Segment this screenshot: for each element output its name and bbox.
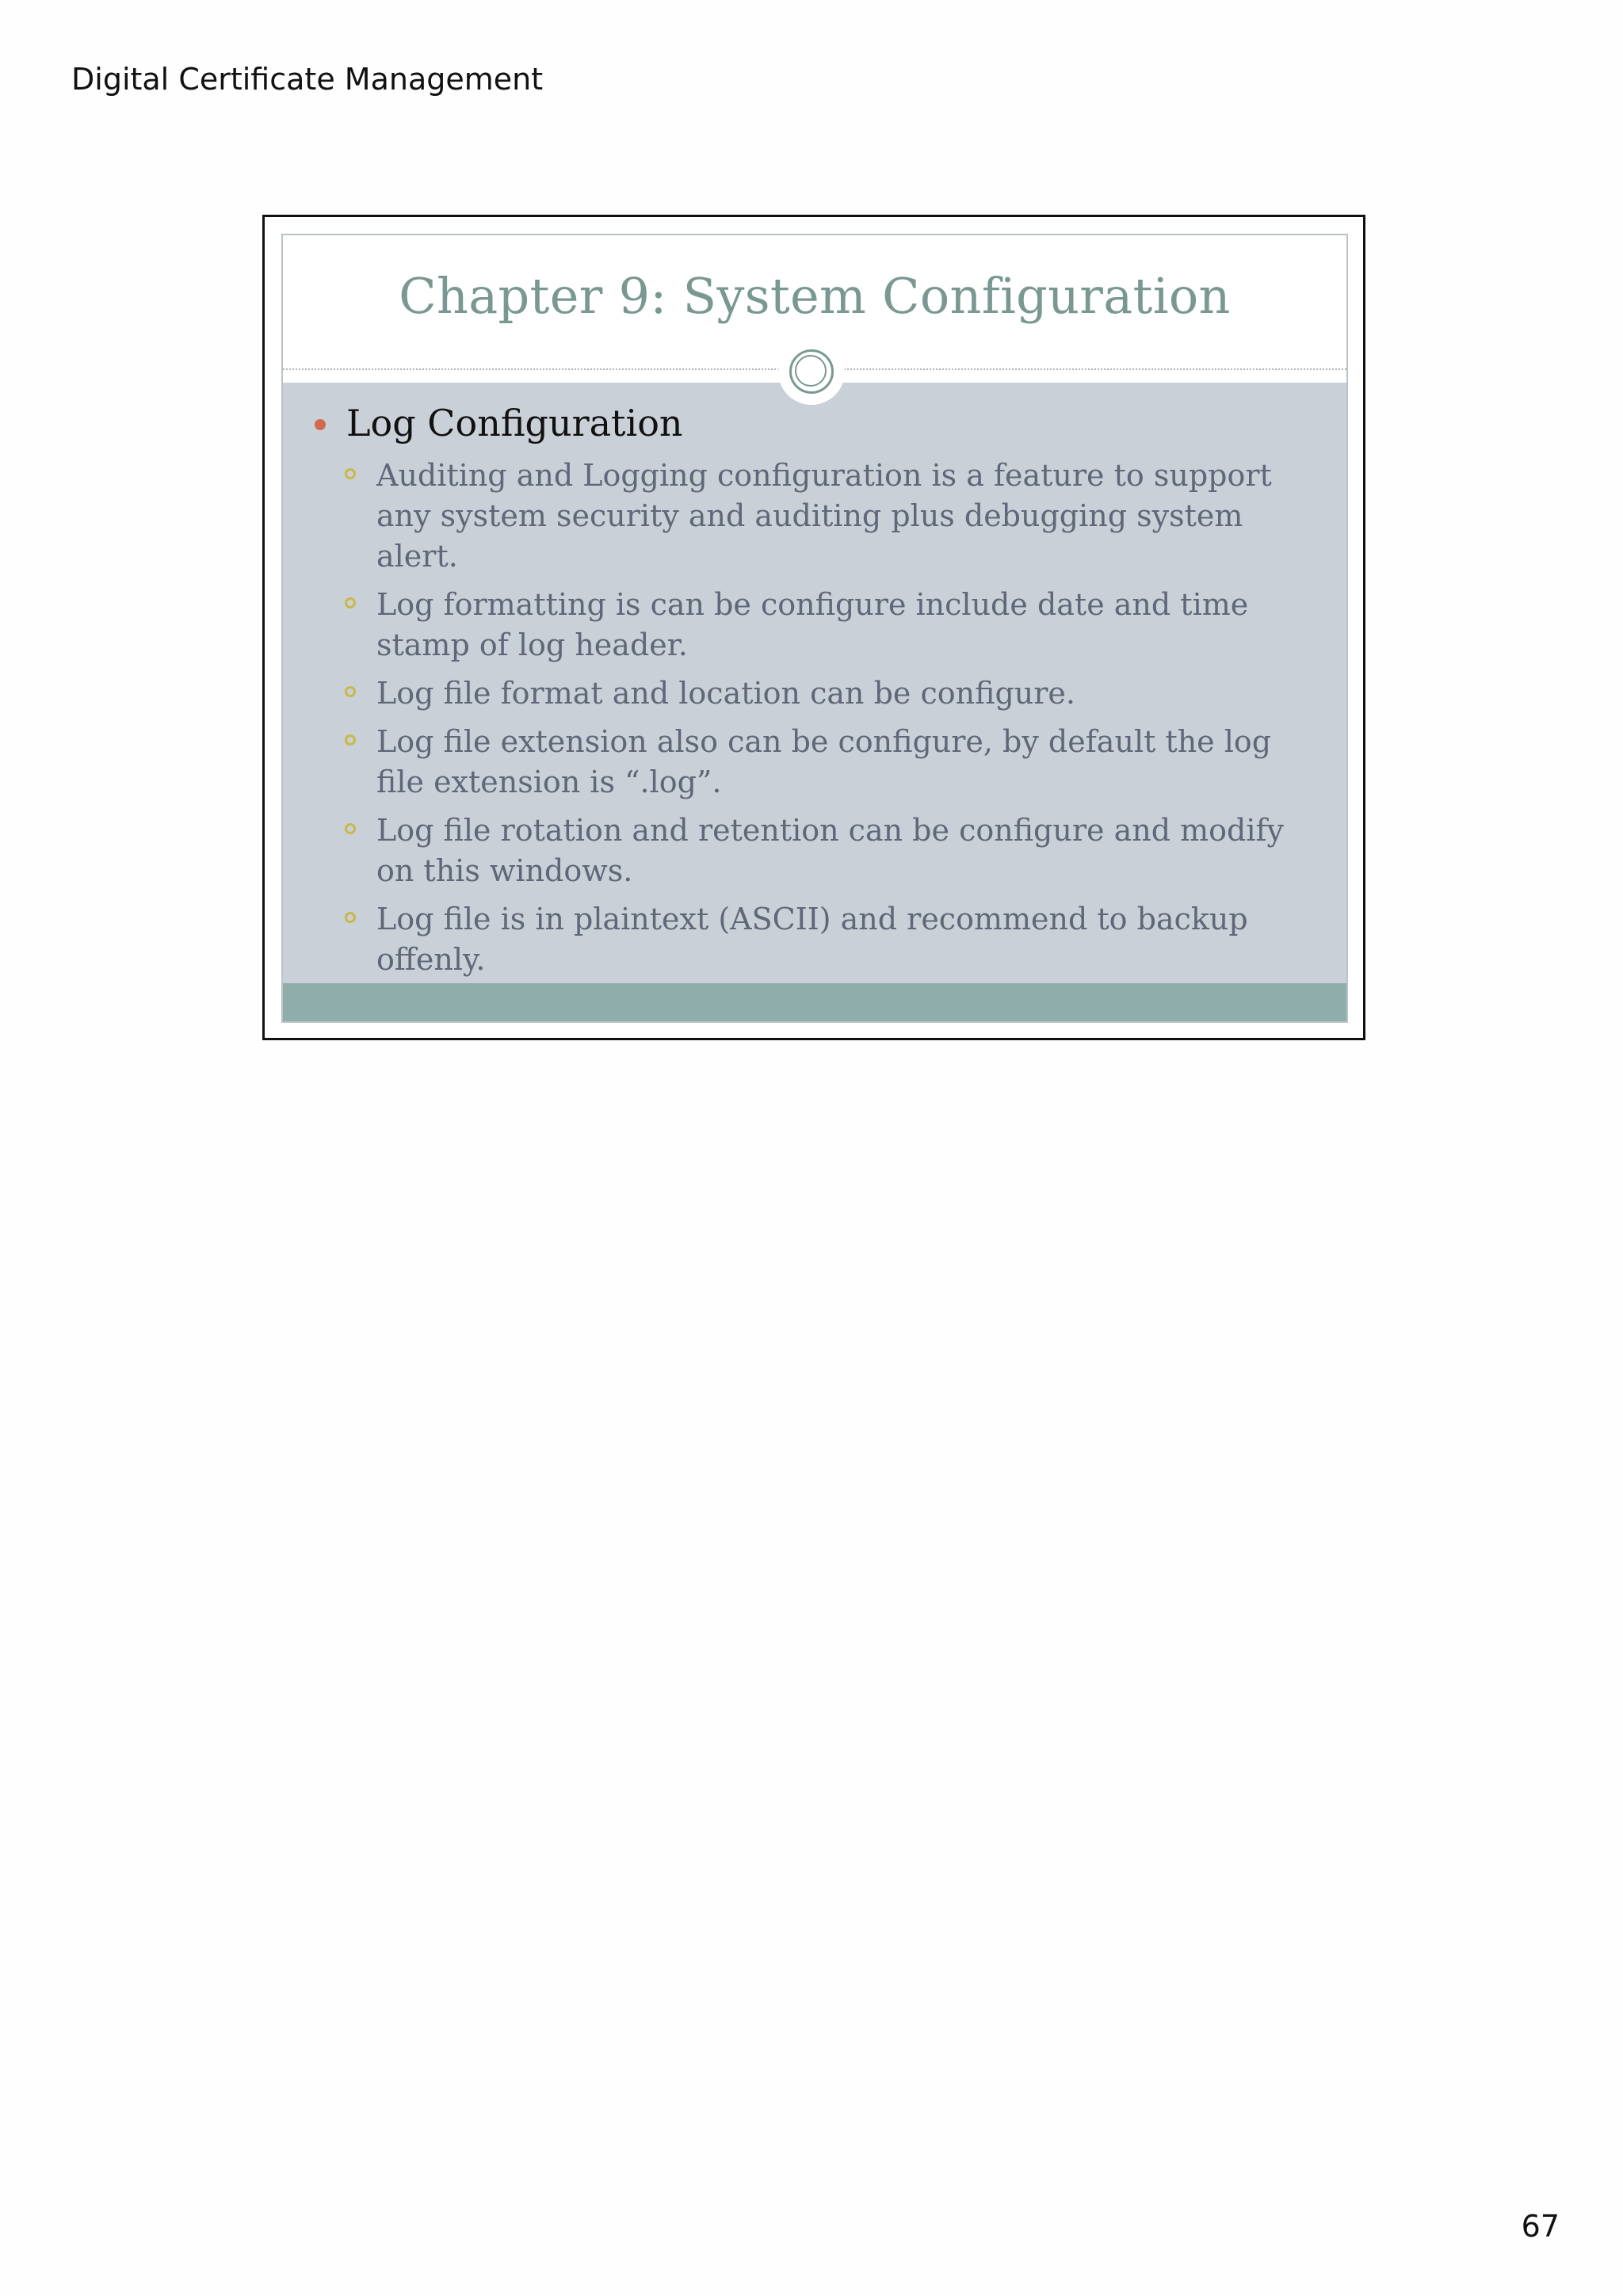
main-bullet-text: Log Configuration bbox=[346, 402, 683, 444]
slide-footer-band bbox=[283, 983, 1346, 1021]
slide-title: Chapter 9: System Configuration bbox=[399, 267, 1231, 325]
ring-bullet-icon bbox=[345, 468, 356, 479]
sub-bullet-text: Log file extension also can be configure, by default the log file extension is “.log”. bbox=[376, 724, 1272, 799]
circle-ornament-icon bbox=[778, 338, 845, 405]
sub-bullet-text: Auditing and Logging configuration is a feature to support any system security and auditing plus debugging system alert. bbox=[376, 458, 1272, 574]
sub-bullet bbox=[313, 722, 1327, 803]
ring-icon bbox=[789, 349, 834, 394]
ring-bullet-icon bbox=[345, 912, 356, 923]
sub-bullet-text: Log formatting is can be configure include date and time stamp of log header. bbox=[376, 587, 1249, 662]
sub-bullet bbox=[313, 810, 1327, 891]
ring-bullet-icon bbox=[345, 823, 356, 834]
sub-bullet bbox=[313, 673, 1327, 714]
ring-bullet-icon bbox=[345, 597, 356, 608]
slide bbox=[281, 234, 1348, 1023]
main-bullet bbox=[313, 402, 1327, 444]
sub-bullet bbox=[313, 899, 1327, 980]
sub-bullet-text: Log file rotation and retention can be configure and modify on this windows. bbox=[376, 813, 1285, 888]
bullet-dot-icon bbox=[315, 419, 326, 430]
ring-bullet-icon bbox=[345, 734, 356, 746]
page-number: 67 bbox=[1521, 2209, 1560, 2244]
sub-bullet bbox=[313, 585, 1327, 666]
sub-bullet-text: Log file format and location can be configure. bbox=[376, 676, 1075, 711]
sub-bullet bbox=[313, 456, 1327, 577]
sub-bullet-text: Log file is in plaintext (ASCII) and recommend to backup offenly. bbox=[376, 902, 1248, 977]
slide-content bbox=[313, 402, 1327, 988]
document-header: Digital Certificate Management bbox=[71, 62, 544, 97]
slide-frame bbox=[262, 215, 1365, 1040]
sub-bullet-list bbox=[313, 456, 1327, 980]
ring-bullet-icon bbox=[345, 686, 356, 697]
